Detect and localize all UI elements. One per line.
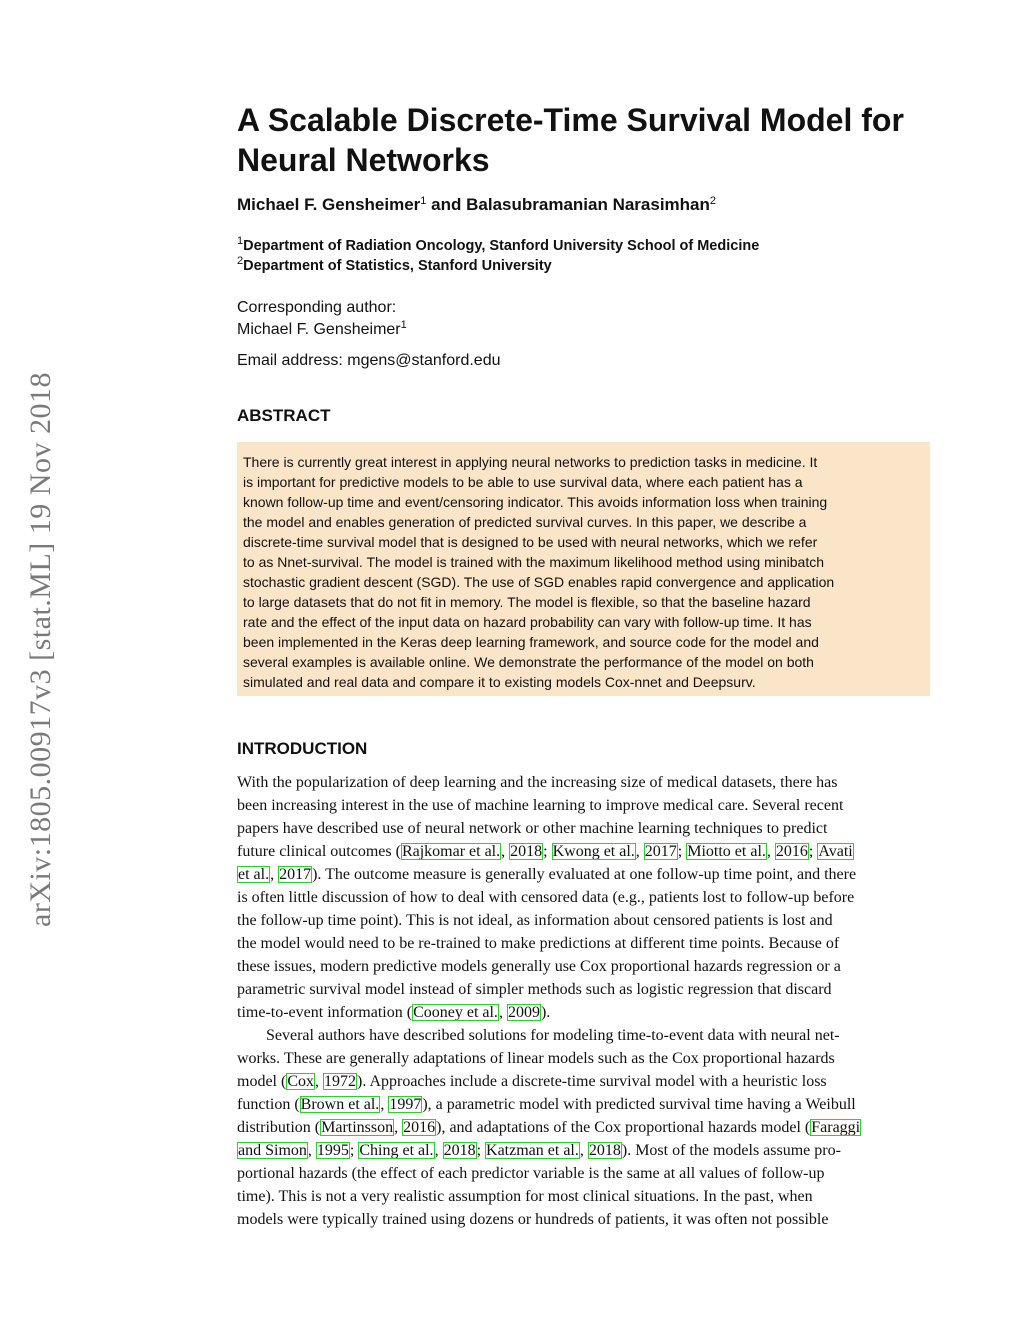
abstract-line: the model and enables generation of predicted survival curves. In this paper, we describe a [243,514,807,530]
body-line: papers have described use of neural network or other machine learning techniques to predict [237,820,828,837]
body-text-run: ). The outcome measure is generally evaluated at one follow-up time point, and there [312,866,857,883]
citation-separator: , [501,843,510,860]
citation-link[interactable]: Martinsson [321,1119,394,1136]
citation-separator: , [498,1004,507,1021]
citation-link[interactable]: 2018 [443,1142,476,1159]
citation-separator: , [766,843,775,860]
body-text-run: ), a parametric model with predicted survival time having a Weibull [422,1096,856,1113]
abstract-line: discrete-time survival model that is designed to be used with neural networks, which we refer [243,534,818,550]
citation-link[interactable]: Faraggi [811,1119,861,1136]
body-text-run: model ( [237,1073,287,1090]
body-line: the model would need to be re-trained to make predictions at different time points. Because of [237,935,840,952]
citation-separator: , [315,1073,323,1090]
abstract-heading: ABSTRACT [237,406,331,425]
corresponding-author [237,297,407,341]
citation-separator: , [579,1142,588,1159]
abstract-line: to as Nnet-survival. The model is trained with the maximum likelihood method using minibatch [243,554,825,570]
body-line: With the popularization of deep learning and the increasing size of medical datasets, there has [237,774,838,791]
citation-separator: , [635,843,644,860]
citation-link[interactable]: Cooney et al. [413,1004,498,1021]
citation-link[interactable]: 1997 [389,1096,422,1113]
body-text-run: future clinical outcomes ( [237,843,401,860]
body-line: portional hazards (the effect of each predictor variable is the same at all values of follow-up [237,1165,825,1182]
citation-separator: , [394,1119,403,1136]
body-line: is often little discussion of how to deal with censored data (e.g., patients lost to follow-up before [237,889,855,906]
body-line: models were typically trained using dozens or hundreds of patients, it was often not possible [237,1211,829,1228]
citation-link[interactable]: Ching et al. [359,1142,434,1159]
body-text-run: ). [540,1004,551,1021]
citation-link[interactable]: et al. [238,866,270,883]
citation-link[interactable]: 2016 [775,843,808,860]
citation-link[interactable]: 2017 [644,843,677,860]
body-line: time). This is not a very realistic assumption for most clinical situations. In the past, when [237,1188,813,1205]
citation-separator: ; [349,1142,359,1159]
citation-separator: ; [808,843,818,860]
citation-separator: , [270,866,279,883]
citation-separator: , [307,1142,316,1159]
paper-title [237,100,957,180]
citation-link[interactable]: Brown et al. [300,1096,380,1113]
body-line [237,1024,930,1047]
affil-text: Department of Radiation Oncology, Stanford University School of Medicine [243,238,760,254]
body-line [237,840,930,863]
introduction-body [237,771,930,1231]
citation-link[interactable]: Avati [818,843,853,860]
body-text-run: ). Most of the models assume pro- [621,1142,841,1159]
affiliation [237,236,759,256]
body-text-run: Several authors have described solutions for modeling time-to-event data with neural net- [266,1027,840,1044]
citation-link[interactable]: 2016 [403,1119,436,1136]
body-line [237,1116,930,1139]
abstract-line: stochastic gradient descent (SGD). The use of SGD enables rapid convergence and application [243,574,835,590]
body-line: works. These are generally adaptations of linear models such as the Cox proportional hazards [237,1050,835,1067]
author-name: Balasubramanian Narasimhan [466,195,710,214]
body-line: been increasing interest in the use of machine learning to improve medical care. Several recent [237,797,844,814]
abstract-box [237,442,930,696]
email-address: Email address: mgens@stanford.edu [237,352,501,369]
body-line: the follow-up time point). This is not ideal, as information about censored patients is lost and [237,912,833,929]
body-line [237,863,930,886]
citation-separator: , [380,1096,389,1113]
title-line: A Scalable Discrete-Time Survival Model for [237,102,904,138]
abstract-line: several examples is available online. We demonstrate the performance of the model on both [243,654,814,670]
abstract-line: rate and the effect of the input data on hazard probability can vary with follow-up time. It has [243,614,812,630]
affil-text: Department of Statistics, Stanford University [243,258,552,274]
citation-link[interactable]: Cox [287,1073,314,1090]
citation-separator: , [434,1142,443,1159]
abstract-line: to large datasets that do not fit in memory. The model is flexible, so that the baseline hazard [243,594,811,610]
body-line [237,1139,930,1162]
corresponding-sup: 1 [400,319,407,331]
citation-link[interactable]: 1972 [324,1073,356,1090]
citation-separator: ; [476,1142,486,1159]
author-affil-sup: 1 [420,195,427,207]
corresponding-label: Corresponding author: [237,299,397,316]
abstract-line: is important for predictive models to be able to use survival data, where each patient has a [243,474,803,490]
body-text-run: ). Approaches include a discrete-time survival model with a heuristic loss [357,1073,827,1090]
affil-sup: 1 [237,235,244,247]
body-text-run: time-to-event information ( [237,1004,413,1021]
author-name: Michael F. Gensheimer [237,195,421,214]
abstract-line: There is currently great interest in applying neural networks to prediction tasks in medicine. It [243,454,818,470]
affiliations [237,236,759,276]
affil-sup: 2 [237,255,244,267]
title-line: Neural Networks [237,142,490,178]
corresponding-name-line [237,319,407,341]
arxiv-identifier: arXiv:1805.00917v3 [stat.ML] 19 Nov 2018 [24,372,57,928]
citation-link[interactable]: Miotto et al. [687,843,766,860]
body-line: parametric survival model instead of simpler methods such as logistic regression that discard [237,981,832,998]
affiliation [237,256,759,276]
abstract-line: been implemented in the Keras deep learning framework, and source code for the model and [243,634,819,650]
citation-separator: ; [543,843,552,860]
citation-link[interactable]: 2017 [279,866,312,883]
author-affil-sup: 2 [709,195,717,207]
citation-link[interactable]: Rajkomar et al. [401,843,501,860]
body-line: these issues, modern predictive models generally use Cox proportional hazards regression or a [237,958,841,975]
citation-separator: ; [677,843,687,860]
body-text-run: function ( [237,1096,300,1113]
body-line [237,1093,930,1116]
citation-link[interactable]: 1995 [316,1142,349,1159]
introduction-heading: INTRODUCTION [237,739,368,758]
abstract-line: simulated and real data and compare it to existing models Cox-nnet and Deepsurv. [243,674,756,690]
corresponding-name: Michael F. Gensheimer [237,321,401,338]
body-text-run: ), and adaptations of the Cox proportional hazards model ( [436,1119,811,1136]
citation-link[interactable]: 2018 [510,843,543,860]
body-line [237,1001,930,1024]
abstract-line: known follow-up time and event/censoring indicator. This avoids information loss when training [243,494,828,510]
body-text-run: distribution ( [237,1119,321,1136]
citation-link[interactable]: and Simon [238,1142,307,1159]
citation-link[interactable]: Kwong et al. [552,843,635,860]
citation-link[interactable]: Katzman et al. [486,1142,579,1159]
citation-link[interactable]: 2018 [588,1142,621,1159]
body-line [237,1070,930,1093]
author-joiner: and [431,195,462,214]
author-list [237,195,716,215]
citation-link[interactable]: 2009 [507,1004,540,1021]
